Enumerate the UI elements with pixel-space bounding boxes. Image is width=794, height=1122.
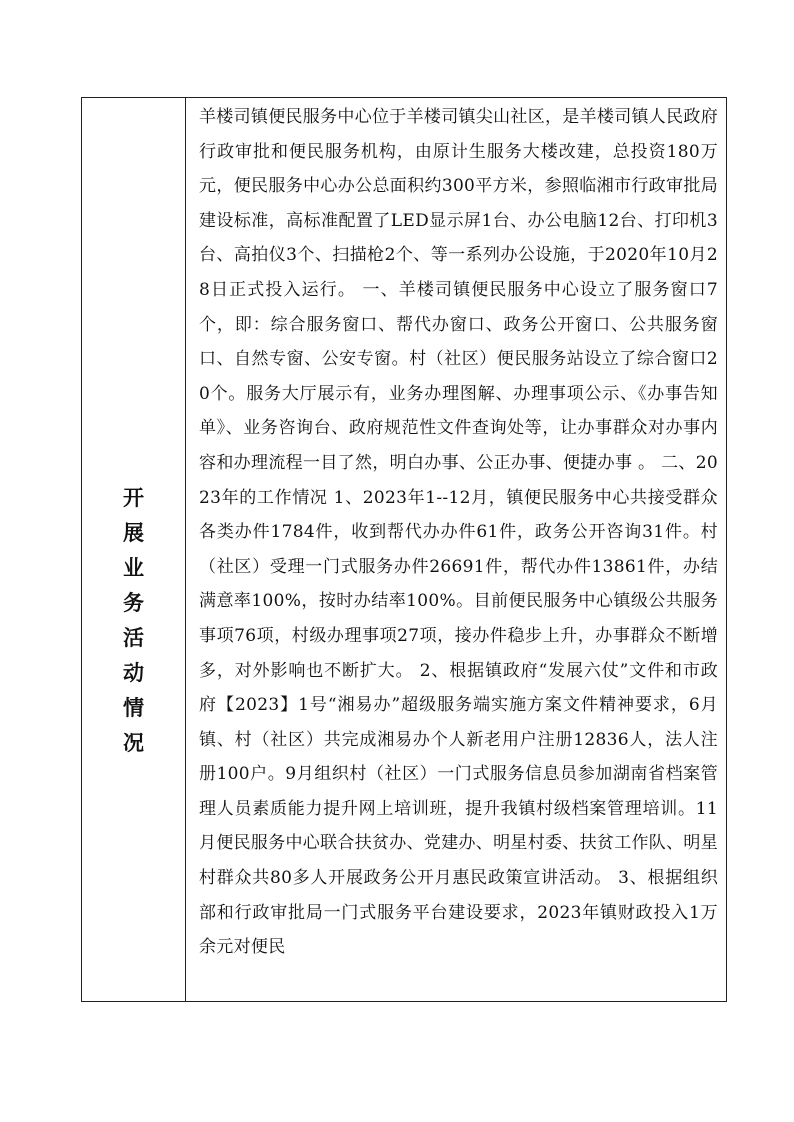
row-label-cell bbox=[82, 98, 186, 1001]
row-content-cell bbox=[187, 98, 726, 1001]
activity-report-table bbox=[81, 97, 727, 1002]
activity-description: 羊楼司镇便民服务中心位于羊楼司镇尖山社区，是羊楼司镇人民政府行政审批和便民服务机构，由原计生服务大楼改建，总投资180万元，便民服务中心办公总面积约300平方米，参照临湘市行政审批局建设标准，高标准配置了LED显示屏1台、办公电脑12台、打印机3台、高拍仪3个、扫描枪2个、等一系列办公设施，于2020年10月28日正式投入运行。 一、羊楼司镇便民服务中心设立了服务窗口7个，即：综合服务窗口、帮代办窗口、政务公开窗口、公共服务窗口、自然专窗、公安专窗。村（社区）便民服务站设立了综合窗口20个。服务大厅展示有，业务办理图解、办理事项公示、《办事告知单》、业务咨询台、政府规范性文件查询处等，让办事群众对办事内容和办理流程一目了然，明白办事、公正办事、便捷办事 。 二、2023年的工作情况 1、2023年1--12月，镇便民服务中心共接受群众各类办件1784件，收到帮代办办件61件，政务公开咨询31件。村（社区）受理一门式服务办件26691件，帮代办件13861件，办结满意率100%，按时办结率100%。目前便民服务中心镇级公共服务事项76项，村级办理事项27项，接办件稳步上升，办事群众不断增多，对外影响也不断扩大。 2、根据镇政府“发展六仗”文件和市政府【2023】1号“湘易办”超级服务端实施方案文件精神要求，6月镇、村（社区）共完成湘易办个人新老用户注册12836人，法人注册100户。9月组织村（社区）一门式服务信息员参加湖南省档案管理人员素质能力提升网上培训班，提升我镇村级档案管理培训。11月便民服务中心联合扶贫办、党建办、明星村委、扶贫工作队、明星村群众共80多人开展政务公开月惠民政策宣讲活动。 3、根据组织部和行政审批局一门式服务平台建设要求，2023年镇财政投入1万余元对便民 bbox=[199, 107, 718, 958]
row-label: 开展业务活动情况 bbox=[123, 486, 144, 755]
